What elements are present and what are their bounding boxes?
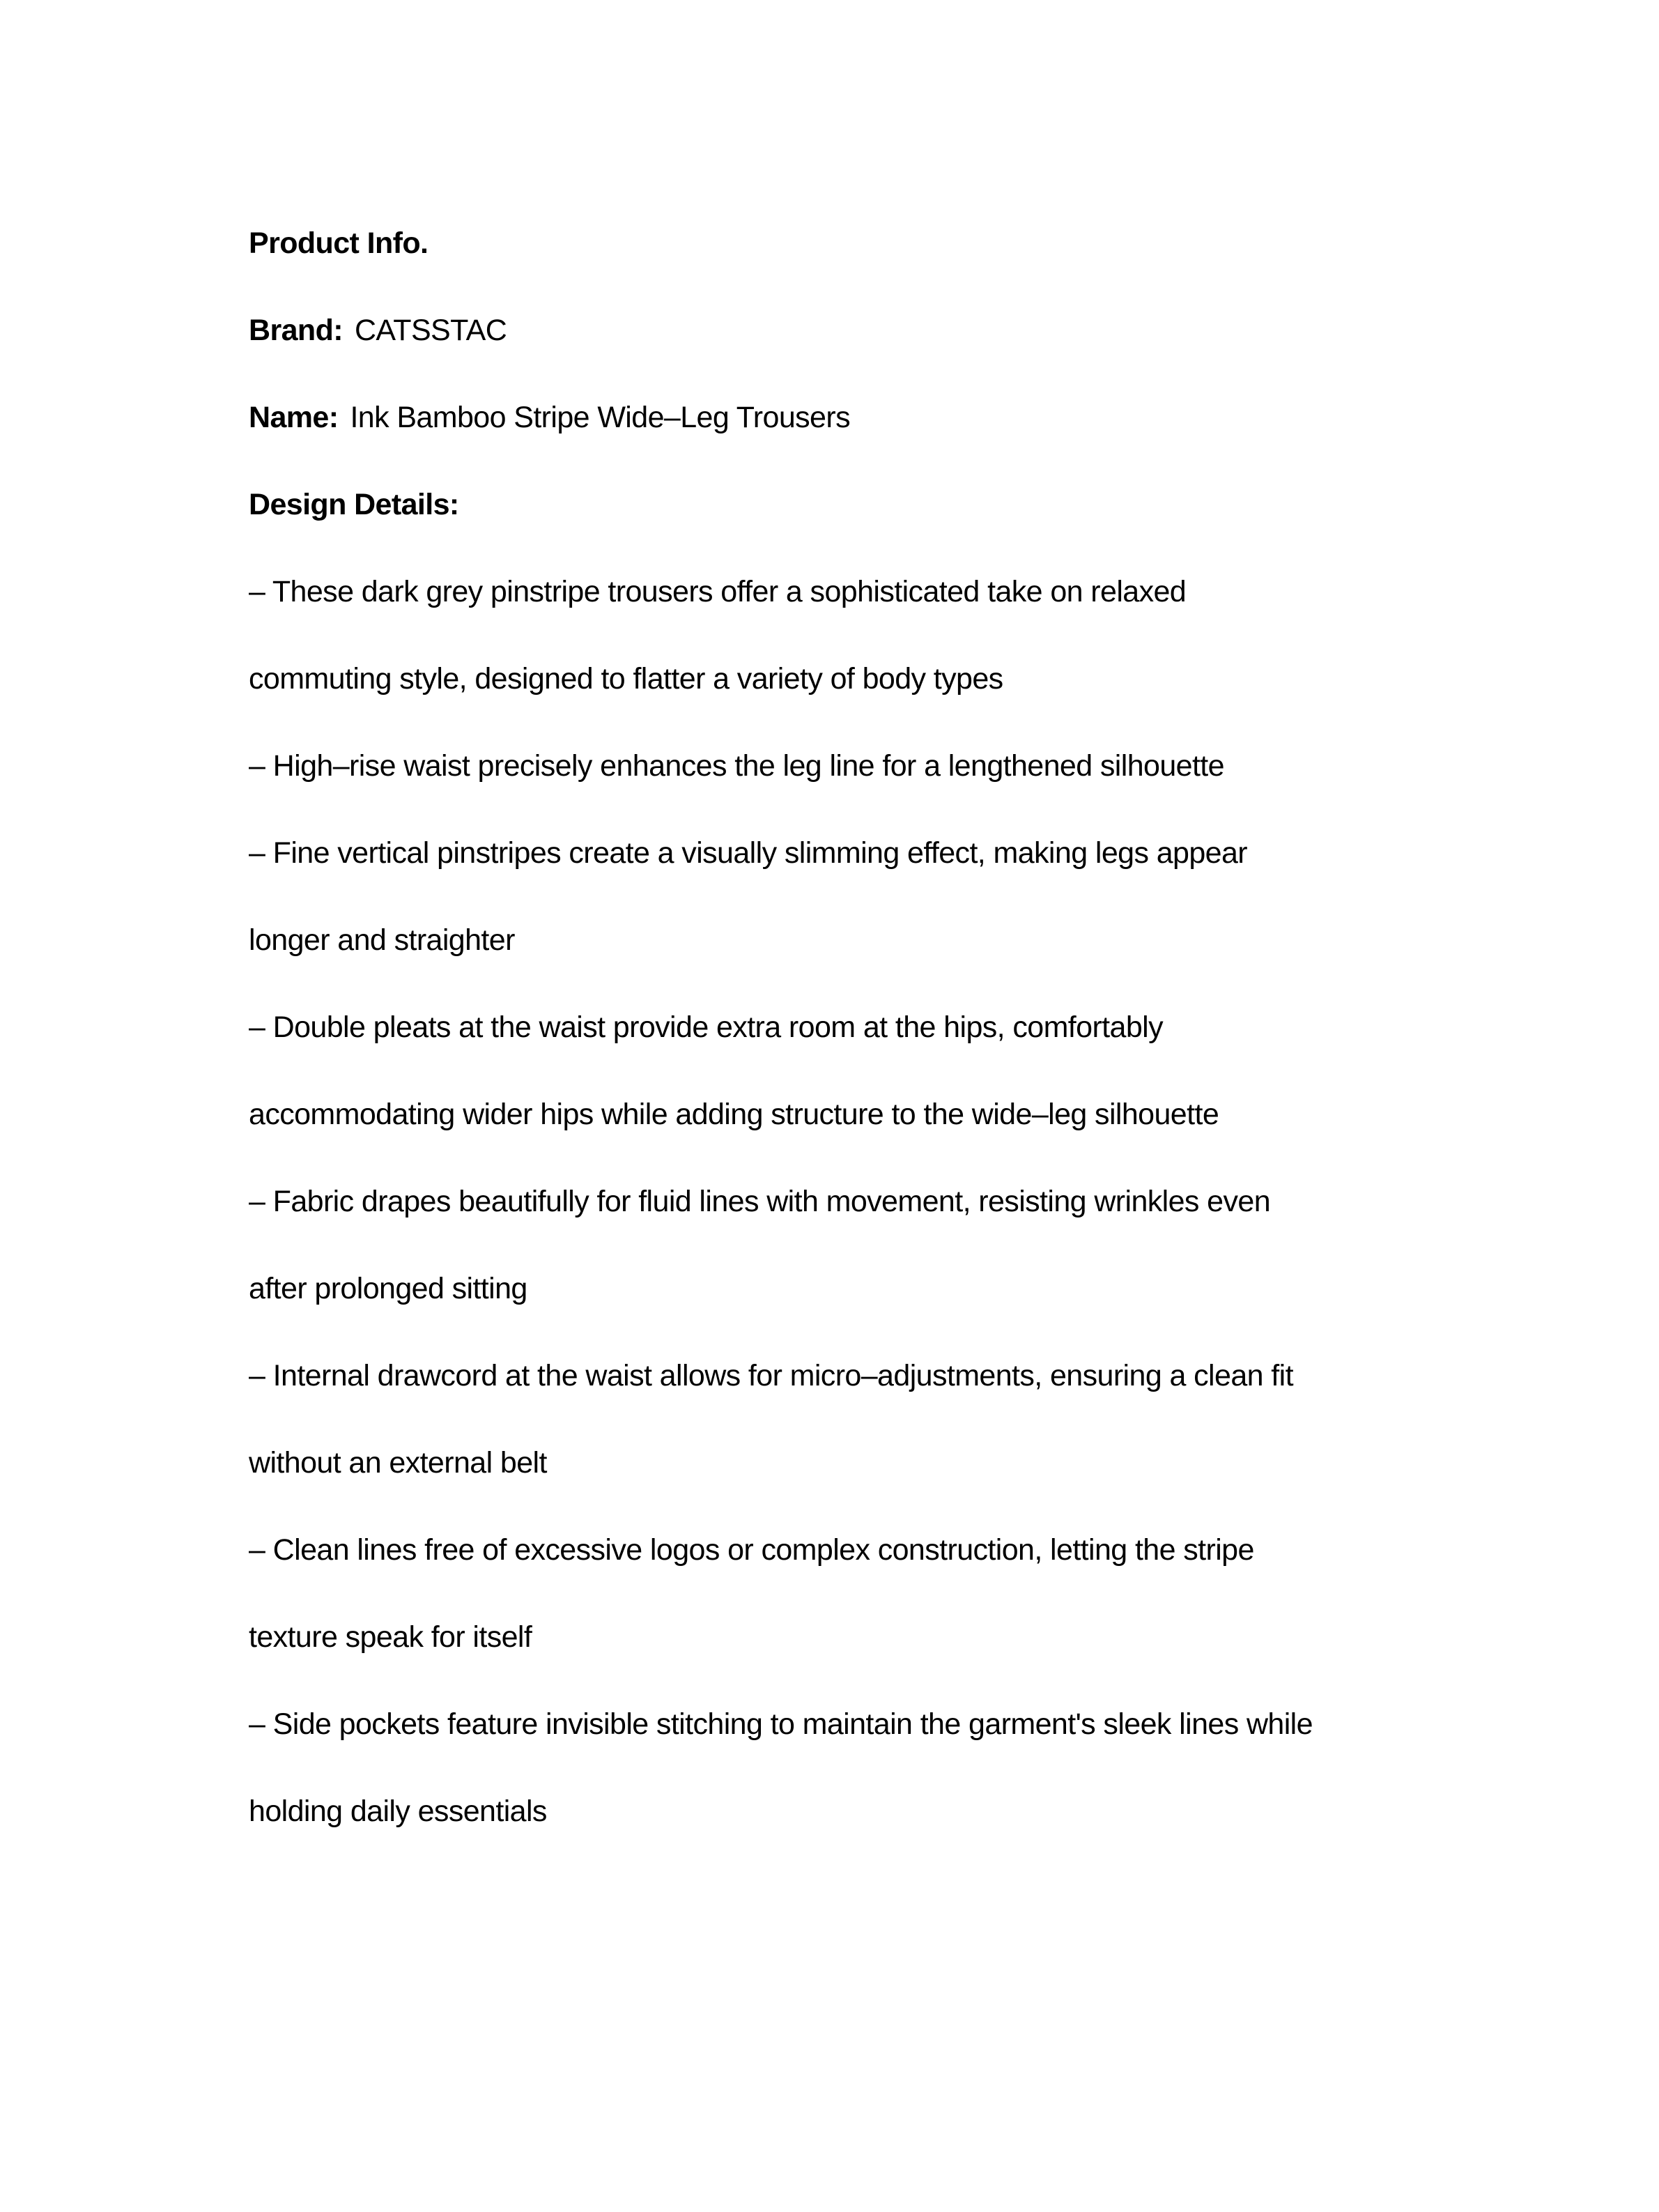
detail-line: – High–rise waist precisely enhances the leg line for a lengthened silhouette	[249, 749, 1224, 783]
name-label: Name:	[249, 401, 339, 434]
brand-field	[249, 287, 1313, 374]
detail-line: – These dark grey pinstripe trousers offer a sophisticated take on relaxed	[249, 575, 1187, 608]
design-details-heading: Design Details:	[249, 488, 459, 521]
brand-label: Brand:	[249, 314, 343, 347]
detail-line: without an external belt	[249, 1446, 547, 1480]
detail-line: texture speak for itself	[249, 1620, 532, 1654]
name-field	[249, 374, 1313, 461]
detail-line: longer and straighter	[249, 923, 515, 957]
product-info-document	[249, 200, 1313, 1855]
detail-line: holding daily essentials	[249, 1795, 547, 1828]
detail-line: commuting style, designed to flatter a variety of body types	[249, 662, 1003, 696]
detail-line: – Fabric drapes beautifully for fluid lines with movement, resisting wrinkles even	[249, 1185, 1271, 1218]
detail-line: – Fine vertical pinstripes create a visually slimming effect, making legs appear	[249, 836, 1247, 870]
detail-line: – Clean lines free of excessive logos or complex construction, letting the stripe	[249, 1533, 1254, 1567]
brand-value: CATSSTAC	[354, 314, 507, 347]
detail-line: – Double pleats at the waist provide extra room at the hips, comfortably	[249, 1011, 1163, 1044]
detail-line: after prolonged sitting	[249, 1272, 527, 1305]
detail-line: – Internal drawcord at the waist allows for micro–adjustments, ensuring a clean fit	[249, 1359, 1293, 1392]
detail-line: accommodating wider hips while adding structure to the wide–leg silhouette	[249, 1098, 1219, 1131]
page-title: Product Info.	[249, 226, 429, 260]
name-value: Ink Bamboo Stripe Wide–Leg Trousers	[350, 401, 850, 434]
detail-line: – Side pockets feature invisible stitching to maintain the garment's sleek lines while	[249, 1707, 1313, 1741]
